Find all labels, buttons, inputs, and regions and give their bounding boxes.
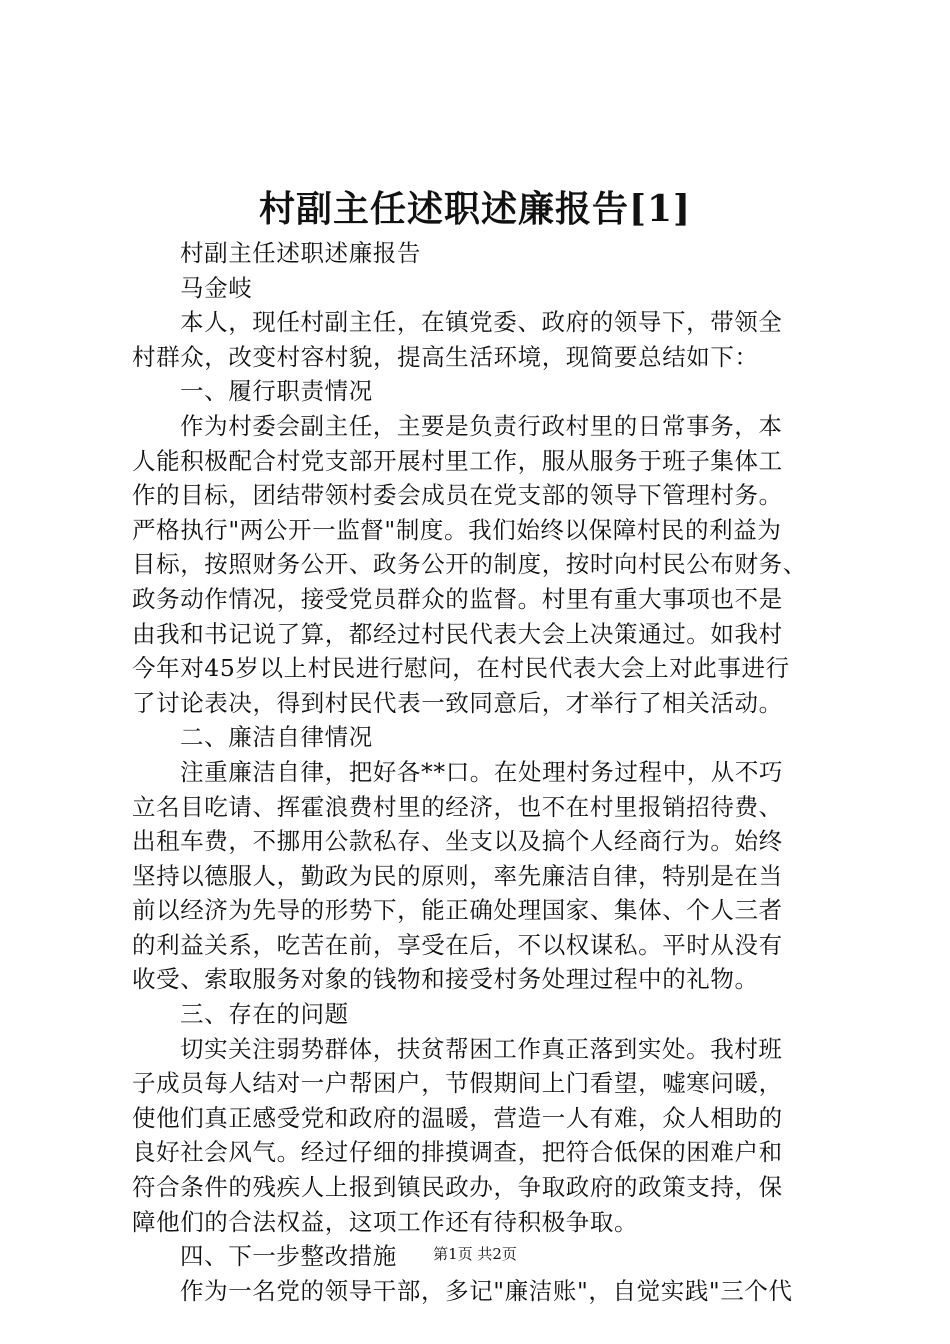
body-line: 人能积极配合村党支部开展村里工作，服从服务于班子集体工: [132, 446, 783, 475]
body-line: 作的目标，团结带领村委会成员在党支部的领导下管理村务。: [132, 481, 783, 510]
body-line: 村群众，改变村容村貌，提高生活环境，现简要总结如下：: [132, 342, 759, 371]
body-line: 马金岐: [180, 273, 253, 302]
body-line: 前以经济为先导的形势下，能正确处理国家、集体、个人三者: [132, 896, 783, 925]
body-line: 村副主任述职述廉报告: [180, 239, 421, 267]
body-line: 今年对45岁以上村民进行慰问，在村民代表大会上对此事进行: [132, 654, 790, 683]
document-title: 村副主任述职述廉报告[1]: [258, 188, 692, 230]
body-line: 符合条件的残疾人上报到镇民政办，争取政府的政策支持，保: [132, 1173, 783, 1202]
body-line: 障他们的合法权益，这项工作还有待积极争取。: [132, 1207, 639, 1236]
body-line: 由我和书记说了算，都经过村民代表大会上决策通过。如我村: [132, 619, 783, 648]
body-line: 坚持以德服人，勤政为民的原则，率先廉洁自律，特别是在当: [132, 861, 783, 890]
body-line: 立名目吃请、挥霍浪费村里的经济，也不在村里报销招待费、: [132, 792, 783, 821]
page-footer: 第1页 共2页: [433, 1245, 517, 1263]
body-line: 一、履行职责情况: [180, 377, 373, 406]
body-line: 良好社会风气。经过仔细的排摸调查，把符合低保的困难户和: [132, 1138, 783, 1167]
body-line: 作为村委会副主任，主要是负责行政村里的日常事务，本: [180, 411, 783, 440]
body-line: 收受、索取服务对象的钱物和接受村务处理过程中的礼物。: [132, 965, 759, 994]
body-line: 注重廉洁自律，把好各**口。在处理村务过程中，从不巧: [180, 757, 784, 786]
body-line: 四、下一步整改措施: [180, 1242, 397, 1271]
body-line: 作为一名党的领导干部，多记"廉洁账"，自觉实践"三个代: [180, 1276, 793, 1305]
body-line: 严格执行"两公开一监督"制度。我们始终以保障村民的利益为: [132, 515, 782, 544]
body-line: 了讨论表决，得到村民代表一致同意后，才举行了相关活动。: [132, 688, 783, 717]
body-line: 子成员每人结对一户帮困户，节假期间上门看望，嘘寒问暖，: [132, 1069, 783, 1098]
body-line: 政务动作情况，接受党员群众的监督。村里有重大事项也不是: [132, 584, 783, 613]
body-line: 目标，按照财务公开、政务公开的制度，按时向村民公布财务、: [132, 550, 807, 579]
body-line: 切实关注弱势群体，扶贫帮困工作真正落到实处。我村班: [180, 1034, 783, 1063]
body-line: 二、廉洁自律情况: [180, 723, 373, 752]
body-line: 本人，现任村副主任，在镇党委、政府的领导下，带领全: [180, 308, 783, 337]
body-line: 出租车费，不挪用公款私存、坐支以及搞个人经商行为。始终: [132, 827, 783, 856]
document-body: [132, 236, 832, 1308]
body-line: 的利益关系，吃苦在前，享受在后，不以权谋私。平时从没有: [132, 930, 783, 959]
body-line: 使他们真正感受党和政府的温暖，营造一人有难，众人相助的: [132, 1103, 783, 1132]
body-line: 三、存在的问题: [180, 1000, 349, 1029]
